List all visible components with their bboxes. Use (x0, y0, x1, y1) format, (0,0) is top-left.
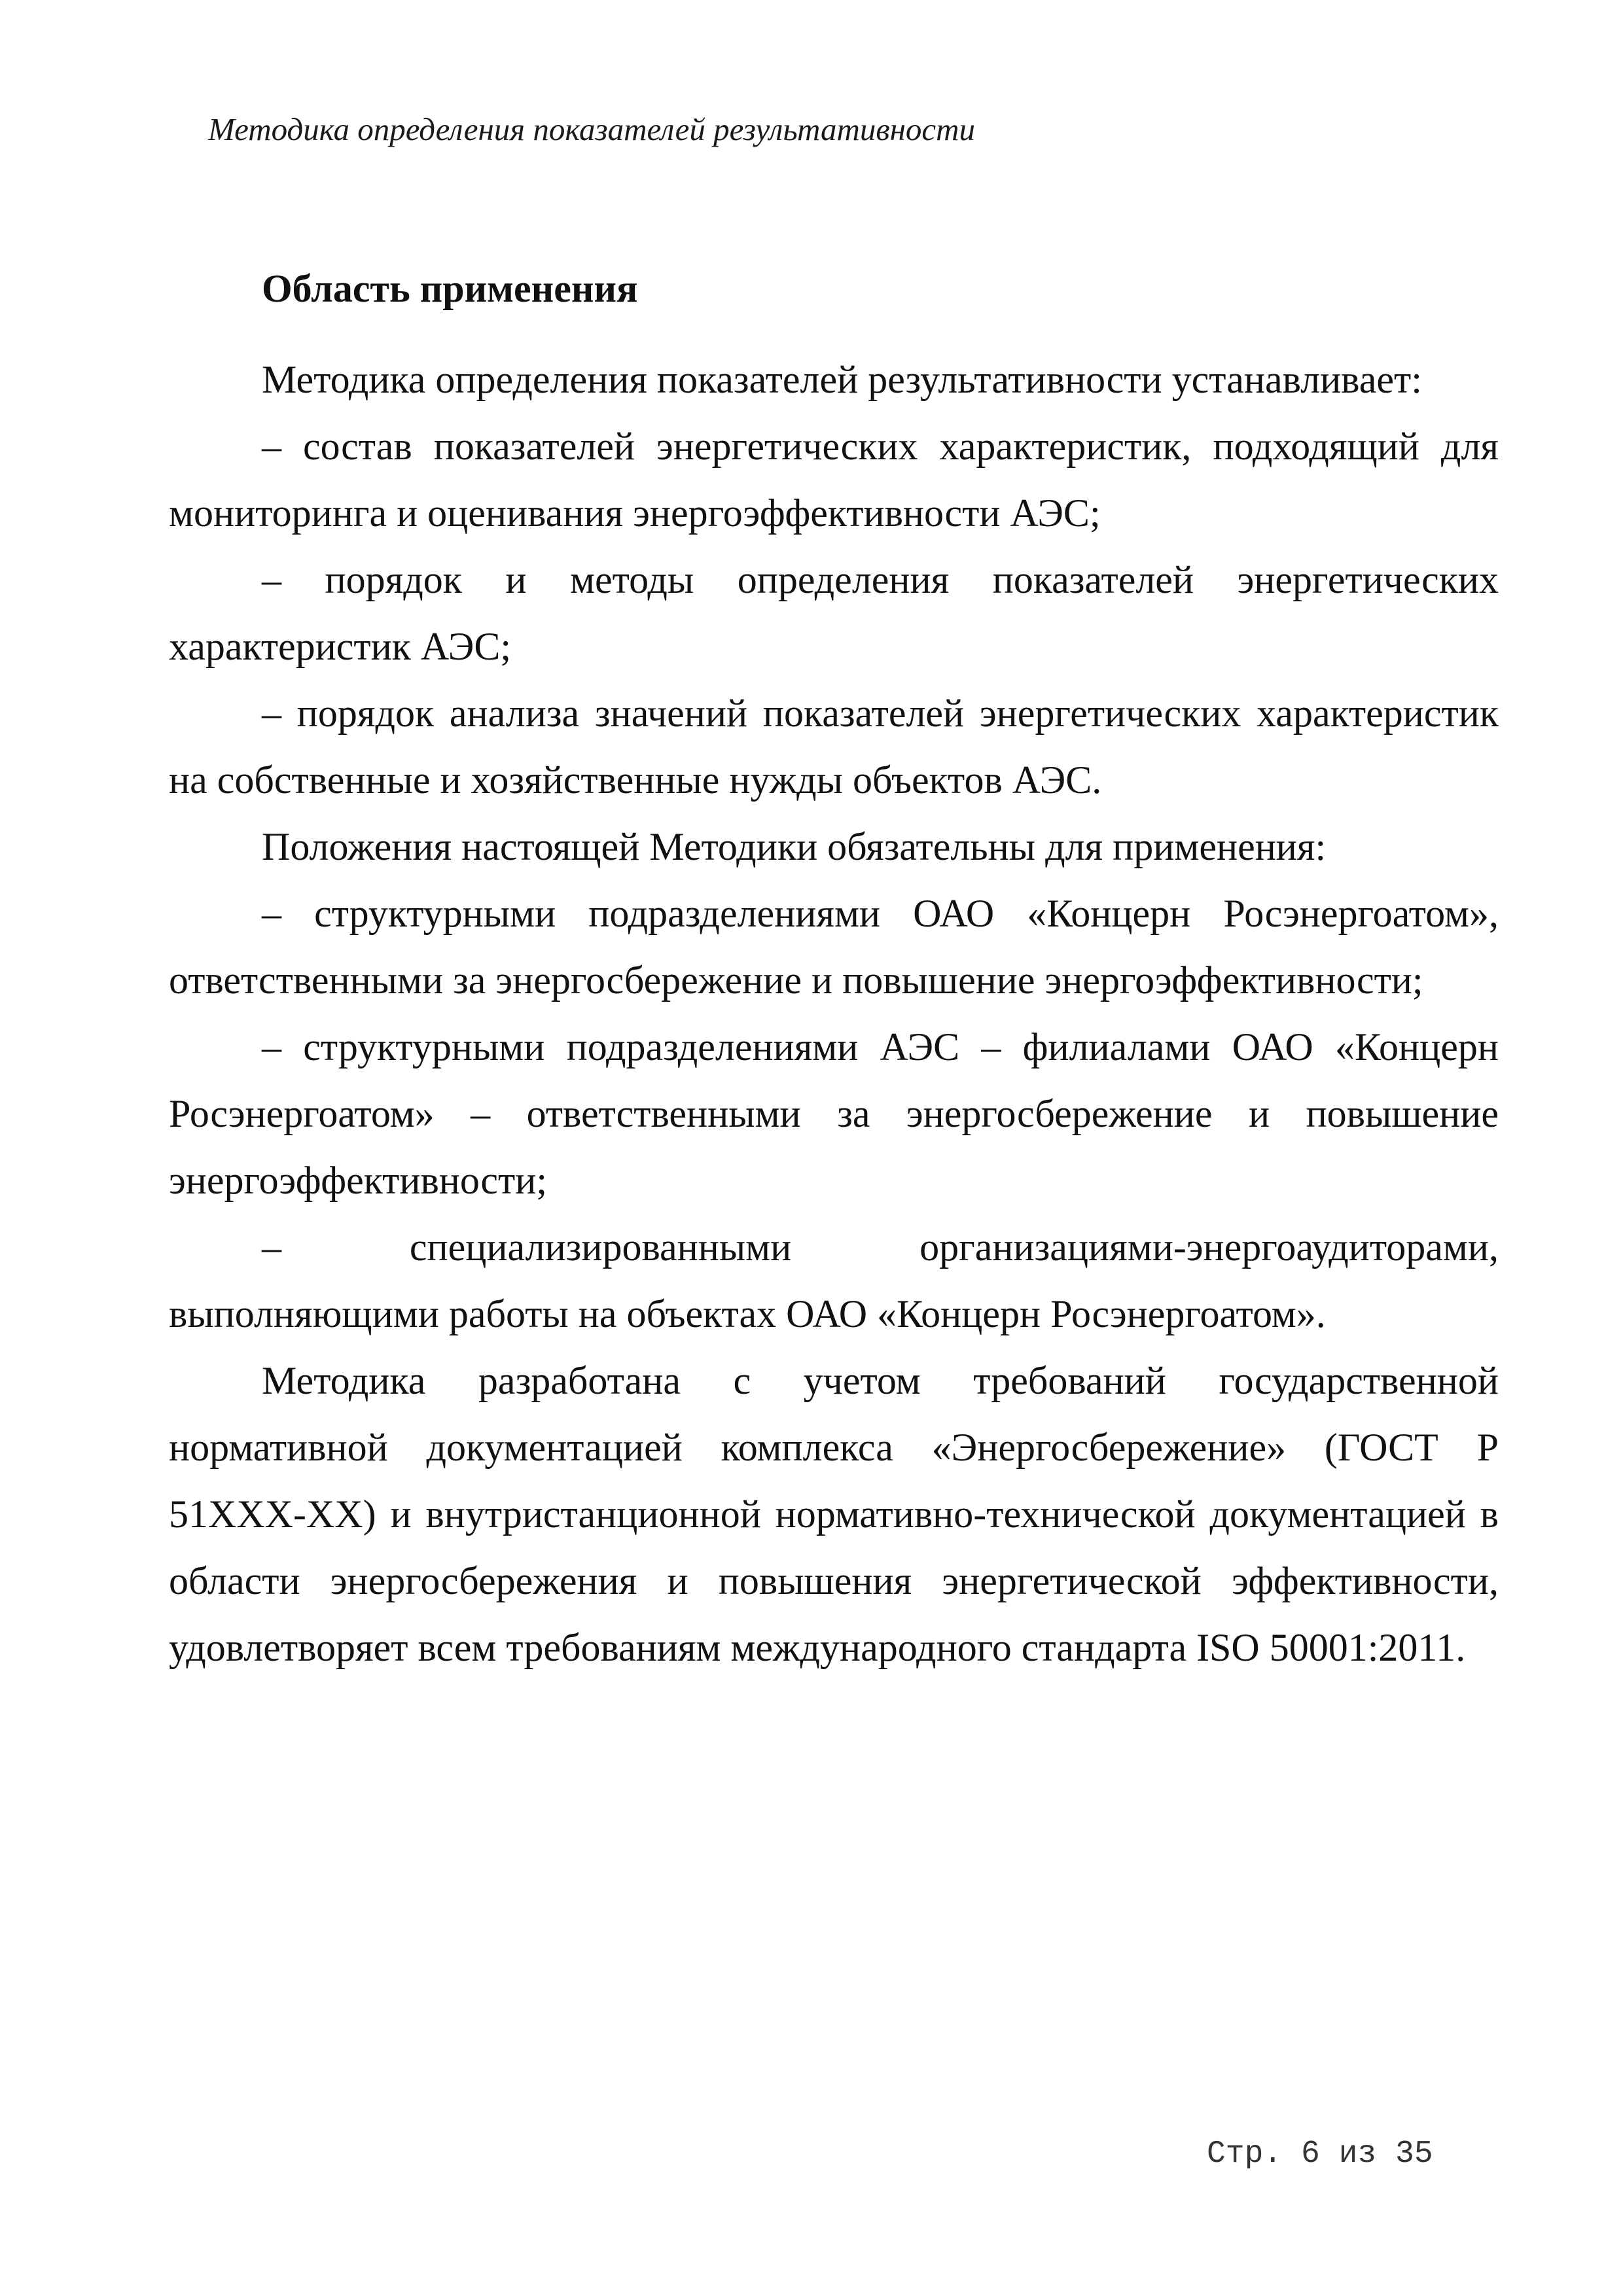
scope-item: – порядок анализа значений показателей энергетических характеристик на собственные и хозяйственные нужды объектов АЭС. (169, 692, 1499, 802)
section-title: Область применения (262, 267, 638, 310)
scope-intro: Методика определения показателей результативности устанавливает: (262, 358, 1422, 401)
scope-item: – порядок и методы определения показателей энергетических характеристик АЭС; (169, 558, 1499, 668)
mandatory-item: – структурными подразделениями АЭС – филиалами ОАО «Концерн Росэнергоатом» – ответственными за энергосбережение и повышение энергоэффективности; (169, 1025, 1499, 1202)
scope-item: – состав показателей энергетических характеристик, подходящий для мониторинга и оценивания энергоэффективности АЭС; (169, 425, 1499, 535)
mandatory-item: – специализированными организациями-энергоаудиторами, выполняющими работы на объектах ОАО «Концерн Росэнергоатом». (169, 1226, 1499, 1335)
closing-paragraph: Методика разработана с учетом требований государственной нормативной документацией комплекса «Энергосбережение» (ГОСТ Р 51ХХХ-ХХ) и внутристанционной нормативно-технической документацией в области энергосбережения и повышения энергетической эффективности, удовлетворяет всем требованиям международного стандарта ISO 50001:2011. (169, 1359, 1499, 1669)
main-content (169, 255, 1499, 1681)
running-header: Методика определения показателей результативности (208, 111, 976, 147)
mandatory-item: – структурными подразделениями ОАО «Концерн Росэнергоатом», ответственными за энергосбережение и повышение энергоэффективности; (169, 892, 1499, 1002)
page-number: Стр. 6 из 35 (1207, 2136, 1433, 2172)
mandatory-intro: Положения настоящей Методики обязательны для применения: (262, 825, 1327, 868)
